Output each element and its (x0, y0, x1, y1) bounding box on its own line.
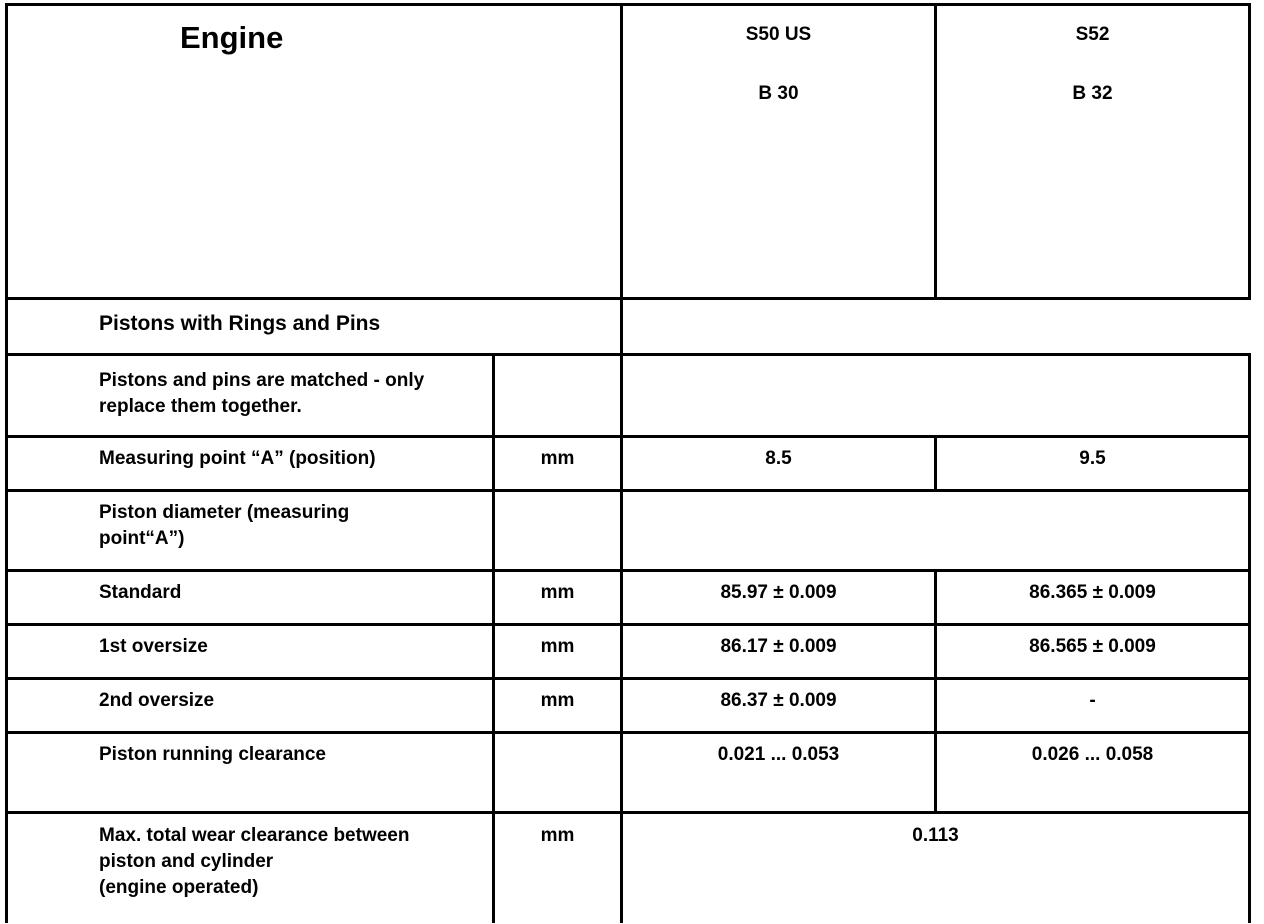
note-unit-cell (494, 355, 622, 437)
model-s52-variant: B 32 (1072, 83, 1113, 104)
model-s50-name: S50 US (745, 24, 812, 45)
table-row (7, 679, 1250, 733)
max-wear-label-line2: piston and cylinder (99, 851, 274, 872)
running-clearance-s52: 0.026 ... 0.058 (1031, 744, 1154, 765)
section-row (7, 299, 1250, 355)
standard-label: Standard (99, 582, 182, 603)
table-row (7, 625, 1250, 679)
section-title: Pistons with Rings and Pins (99, 312, 381, 335)
measuring-point-s52: 9.5 (1079, 448, 1106, 469)
oversize1-s52: 86.565 ± 0.009 (1029, 636, 1156, 657)
section-title-cell (7, 299, 622, 355)
table-row (7, 733, 1250, 813)
max-wear-label (8, 814, 492, 901)
max-wear-label-line3: (engine operated) (99, 877, 259, 898)
oversize1-unit: mm (540, 636, 575, 657)
standard-s52: 86.365 ± 0.009 (1029, 582, 1156, 603)
engine-spec-table (5, 3, 1251, 923)
model-s50-variant: B 30 (758, 83, 799, 104)
note-value-cell (622, 355, 1250, 437)
measuring-point-label: Measuring point “A” (position) (99, 448, 376, 469)
header-row (7, 5, 1250, 299)
engine-title: Engine (180, 20, 284, 55)
model-s52-cell (936, 5, 1250, 299)
oversize2-label: 2nd oversize (99, 690, 215, 711)
table-row (7, 491, 1250, 571)
matched-note: Pistons and pins are matched - only replace them together. (99, 370, 425, 417)
max-wear-label-line1: Max. total wear clearance between (99, 825, 410, 846)
running-clearance-s50: 0.021 ... 0.053 (717, 744, 840, 765)
table-row (7, 571, 1250, 625)
engine-header-cell (7, 5, 622, 299)
standard-unit: mm (540, 582, 575, 603)
note-cell (7, 355, 494, 437)
oversize2-unit: mm (540, 690, 575, 711)
model-s50-cell (622, 5, 936, 299)
running-clearance-label: Piston running clearance (99, 744, 326, 765)
oversize1-s50: 86.17 ± 0.009 (720, 636, 837, 657)
section-empty-cell (622, 299, 1250, 355)
oversize2-s50: 86.37 ± 0.009 (720, 690, 837, 711)
running-clearance-unit (495, 734, 620, 742)
piston-diameter-label: Piston diameter (measuring point“A”) (99, 502, 350, 549)
measuring-point-s50: 8.5 (765, 448, 792, 469)
table-row (7, 437, 1250, 491)
standard-s50: 85.97 ± 0.009 (720, 582, 837, 603)
max-wear-value: 0.113 (912, 825, 959, 846)
oversize1-label: 1st oversize (99, 636, 208, 657)
oversize2-s52: - (1089, 690, 1096, 711)
measuring-point-unit: mm (540, 448, 575, 469)
model-s52-name: S52 (1075, 24, 1110, 45)
table-row (7, 813, 1250, 923)
max-wear-unit: mm (540, 825, 575, 846)
note-row (7, 355, 1250, 437)
